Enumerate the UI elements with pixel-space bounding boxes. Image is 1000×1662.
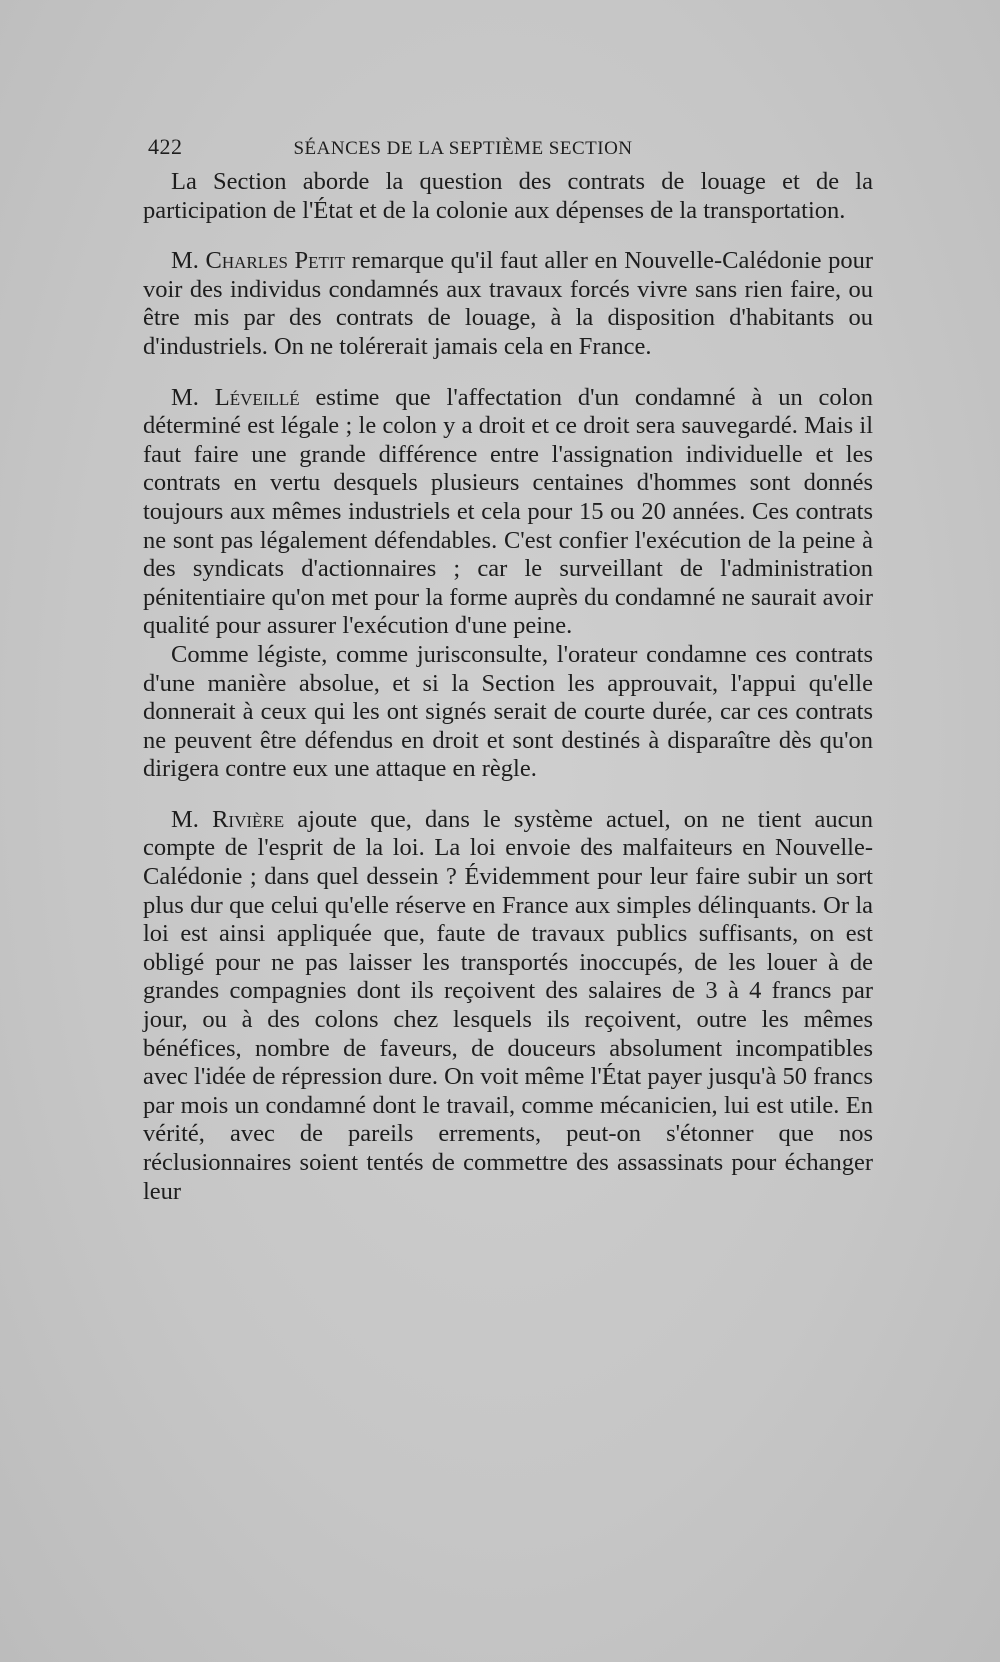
paragraph-riviere <box>143 806 873 1206</box>
speaker-name: Léveillé <box>214 383 300 411</box>
body-text <box>143 168 873 1206</box>
honorific: M. <box>171 383 215 411</box>
paragraph-text: ajoute que, dans le système actuel, on ne tient aucun compte de l'esprit de la loi. La loi envoie des malfaiteurs en Nouvelle-Calédonie ; dans quel dessein ? Évidemment pour leur faire subir un sort plus dur que celui qu'elle réserve en France aux simples délinquants. Or la loi est ainsi appliquée que, faute de travaux publics suffisants, on est obligé pour ne pas laisser les transportés inoccupés, de les louer à de grandes compagnies dont ils reçoivent des salaires de 3 à 4 francs par jour, ou à des colons chez lesquels ils reçoivent, outre les mêmes bénéfices, nombre de faveurs, de douceurs absolument incompatibles avec l'idée de répression dure. On voit même l'État payer jusqu'à 50 francs par mois un condamné dont le travail, comme mécanicien, lui est utile. En vérité, avec de pareils errements, peut-on s'étonner que nos réclusionnaires soient tentés de commettre des assassinats pour échanger leur <box>143 805 873 1205</box>
section-title: SÉANCES DE LA SEPTIÈME SECTION <box>293 138 633 159</box>
paragraph-text: estime que l'affectation d'un condamné à un colon déterminé est légale ; le colon y a droit et ce droit sera sauvegardé. Mais il faut faire une grande différence entre l'assignation individuelle et les contrats en vertu desquels plusieurs centaines d'hommes sont donnés toujours aux mêmes industriels et cela pour 15 ou 20 années. Ces contrats ne sont pas légalement défendables. C'est confier l'exécution de la peine à des syndicats d'actionnaires ; car le surveillant de l'administration pénitentiaire qu'on met pour la forme auprès du condamné ne saurait avoir qualité pour assurer l'exécution d'une peine. <box>143 383 873 640</box>
honorific: M. <box>171 247 206 275</box>
paragraph-text: remarque qu'il faut aller en Nouvelle-Calédonie pour voir des individus condamnés aux travaux forcés vivre sans rien faire, ou être mis par des contrats de louage, à la disposition d'habitants ou d'industriels. On ne tolérerait jamais cela en France. <box>143 247 873 360</box>
speaker-name: Rivière <box>212 805 285 833</box>
paragraph-intro <box>143 168 873 225</box>
page-number: 422 <box>148 134 183 159</box>
speaker-name: Charles Petit <box>205 247 345 275</box>
paragraph-text: Comme légiste, comme jurisconsulte, l'orateur condamne ces contrats d'une manière absolue, et si la Section les approuvait, l'appui qu'elle donnerait à ceux qui les ont signés serait de courte durée, car ces contrats ne peuvent être défendus en droit et sont destinés à disparaître dès qu'on dirigera contre eux une attaque en règle. <box>143 640 873 783</box>
paragraph-text: La Section aborde la question des contrats de louage et de la participation de l'État et de la colonie aux dépenses de la transportation. <box>143 168 873 224</box>
honorific: M. <box>171 805 213 833</box>
paragraph-petit <box>143 247 873 361</box>
paragraph-legiste <box>143 641 873 784</box>
running-head <box>148 134 688 160</box>
paragraph-leveille <box>143 384 873 641</box>
